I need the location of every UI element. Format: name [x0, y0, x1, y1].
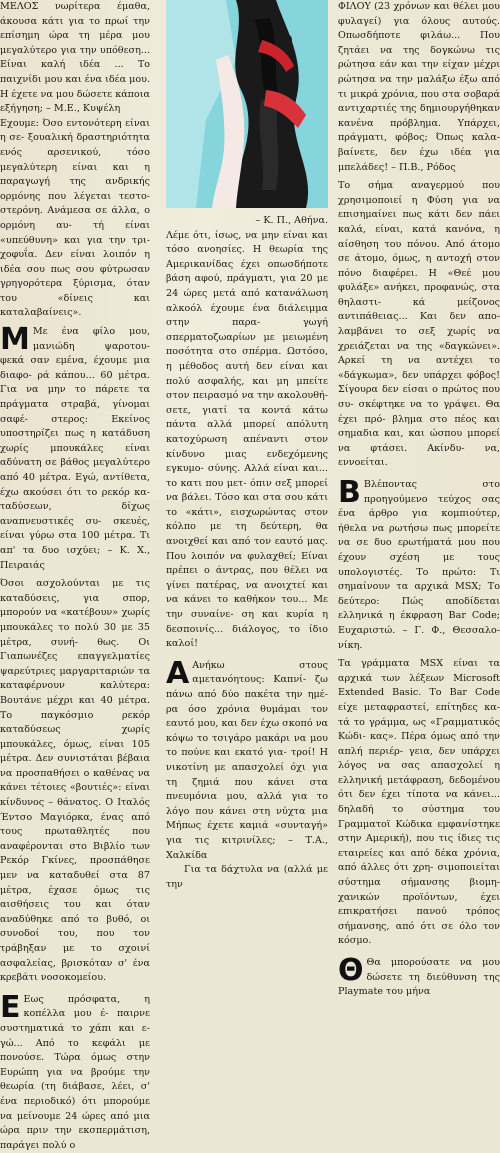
text-line: κατάδυση χωρίς μπουκάλες είναι αδύνατη — [0, 428, 150, 469]
text-line: Σίγουρα δεν είσαι ο πρώτος που συ- — [338, 384, 500, 411]
text-line: ποσότητα στο σπέρμα. Ωστόσο, η μέθοδος — [166, 346, 328, 372]
text-line: ρώτησα εάν και την είχαν μέχρι — [338, 59, 500, 71]
signature: – Κ. Π., Αθήνα. — [255, 215, 328, 226]
column-left — [0, 0, 150, 1153]
text-line: με τη δεύτερη, θα ανοιχθεί και από τον — [166, 521, 328, 548]
text-line: βαίνετε, δεν έχω ιδέα για μπελάδες! — [338, 146, 500, 173]
text-line: Bar Code; Ευχαριστώ. – Γ. Φ., Θεσσαλο- — [338, 610, 500, 636]
text-line: αντοχή στον πόνο διαφέρει. Η «Θεέ μου — [338, 253, 500, 279]
text-line: το πρωί την επίσημη ώρα τη μέρα μου — [0, 15, 150, 42]
letter-question — [0, 0, 150, 117]
text-line: χρόνια, που στα σοβαρά αντιχαρτιές — [338, 88, 500, 115]
text-line: κάνει το καθήκον του... Με την συναίνε- — [166, 594, 328, 621]
text-line: το ίδιο καλοί! — [166, 623, 328, 650]
text-line: Μαγιόρκα, ένας από τους πρωταθλητές — [0, 811, 150, 838]
column-right — [338, 0, 500, 1000]
text-line: του και όταν αναδύθηκε από το βυθό, — [0, 899, 150, 925]
drop-cap: Β — [338, 475, 361, 510]
text-line: στερος: Εκείνος υποστηρίζει πως η — [0, 413, 150, 440]
text-line: λέξεων Microsoft Extended Basic. Το — [338, 672, 500, 699]
text-line: για όλους αυτούς. Οπωσδήποτε — [338, 15, 500, 42]
text-line: οι συνοδοί του, που τον τράβηξαν με το — [0, 913, 150, 954]
text-line: του «δίνεις και καταλαβαίνεις». — [0, 292, 150, 319]
text-line: ρώτησα να την μαλάξω έξω από τι μικρά — [338, 73, 500, 100]
text-line: για το λόγο που κάνει στη νύχτα μια — [166, 791, 329, 817]
answer-text: Για τα δάχτυλα να (αλλά με την — [166, 864, 328, 890]
text-line: ση και κυρία η δεσποινίς... διάλογος, — [166, 609, 329, 635]
text-line: Τώρα όμως στην Ευρώπη — [0, 1052, 150, 1078]
text-line: ώσπου μπορεί να φτάσει. Ακίνδυ- — [338, 428, 500, 454]
text-line: στερόνη. Ανάμεσα σε άλλα, ο ορμόνη αυ- — [0, 205, 150, 231]
text-line: της δημιουργήθηκαν κανένα πρόβλημα. — [338, 103, 500, 129]
text-line: μείνουμε 24 ώρες από μια ώρα πριν την — [0, 1110, 150, 1137]
text-line: μπουκάλες, όμως, είναι 105 μέτρα. Δεν — [0, 738, 150, 765]
text-line: πάρετε τα πράγματα στραβά, γίνομαι σαφέ- — [0, 384, 150, 425]
text-line: όλο τον κόσμο. — [338, 920, 500, 947]
letter-question-diving — [0, 322, 150, 573]
text-line: η ελληνική μετάφραση, δεδομένου ότι δεν — [338, 760, 500, 801]
text-line: Αμερική), που τις ίδιες τις εταιρείες — [338, 833, 500, 859]
text-line: σκέφτηκε να το γράψει. Θα έχει πρό- — [338, 399, 500, 425]
text-line: νίκη. — [338, 639, 363, 651]
text-line: Εχουμε: Όσο εντονότερη είναι η σε- — [0, 117, 150, 144]
text-line: μη μπείτε στον πειρασμό να την ακολουθή- — [166, 375, 328, 402]
text-line: και από δέκα χρόνια, από άλλες ότι χρη- — [338, 847, 500, 874]
text-line: Γκίνες, προσπάθησε μεν να καταδυθεί — [0, 855, 150, 882]
text-line: που αναφέρονται στο Βιβλίο των Ρεκόρ — [0, 826, 150, 867]
text-line: αντίθετα, έχω ακούσει ότι το ρεκόρ κα- — [0, 472, 150, 498]
letter-question-msx — [338, 475, 500, 653]
text-line: να, εννοείται. — [338, 442, 500, 469]
text-line: ιδέα μου. Η έχετε να μου δώσετε κάποια — [0, 73, 150, 100]
text-line: ψαρεύτριες μαργαριταριών τα καταφέρνουν — [0, 665, 150, 692]
text-line: για σπορ, μπορούν να «κατέβουν» χωρίς — [0, 592, 150, 619]
text-line: της «δαγκώνει». Αρκεί τη να αντέχει — [338, 340, 500, 367]
text-line: παιρνε συστηματικά το χάπι και ε- — [0, 1008, 150, 1034]
text-line: σκευές, είναι γύρω στα 100 μέτρα. Τι απ' — [0, 515, 150, 556]
text-line: αυτή δεν είναι και πολύ ασφαλής, και — [166, 360, 329, 387]
text-line: καλύτερα: Βουτάνε μέχρι και 40 μέτρα. — [0, 680, 150, 706]
text-line: του Γραμματοϊ Κώδικα εμφανίστηκε στην — [338, 804, 500, 845]
text-line: έχει τίποτα να κάνει... δηλαδή το σύστημα — [338, 789, 500, 816]
text-line: κίνδυνος – θάνατος. Ο Ιταλός Έντσο — [0, 797, 150, 823]
text-line: μακάρι να μου το πούνε και εκατό για- — [166, 732, 328, 759]
text-line: σχέση με τους υπολογιστές. Το πρώτο: — [338, 551, 500, 578]
text-line: ρά κάπου... 60 μέτρα. Για να μην το — [0, 369, 150, 396]
text-line: Το παγκόσμιο ρεκόρ καταδύσεως χωρίς — [0, 709, 150, 736]
text-line: γεια, δεν υπάρχει λόγος να σας απασχολεί — [338, 745, 500, 772]
text-line: ΦΙΛΟΥ (23 χρόνων και θέλει μου φυλαγεί) — [338, 1, 500, 27]
text-line: φυλάξε» ανήκει, προφανώς, στα θηλαστι- — [338, 282, 500, 308]
text-line: ήθελα να ρωτήσω πως μπορείτε να — [338, 522, 500, 549]
text-line: Τα γράμματα MSX είναι τα αρχικά των — [338, 658, 500, 684]
text-line: Ανήκω στους αμετανόητους: Καπνί- — [192, 659, 328, 686]
text-line: για 20 με 24 ώρες μετά από κατανάλωση — [166, 273, 328, 299]
drop-cap: Θ — [338, 953, 364, 988]
drop-cap: Ε — [0, 989, 21, 1025]
text-line: τα δυο ισχύει; – Κ. Χ., Πειραιάς — [0, 544, 150, 571]
text-line: στα 87 μέτρα, έχασε όμως τις αισθήσεις — [0, 870, 151, 911]
text-line: λαμβάνει το σεξ χωρίς να χρειάζεται να — [338, 326, 500, 352]
text-line: Λέμε ότι, ίσως, να μην είναι και τόσο — [166, 229, 328, 256]
text-line: κας». Πέρα όμως από την απλή περιέρ- — [338, 731, 500, 757]
text-line: διεύθυνση της Playmate του μήνα — [338, 971, 500, 998]
text-line: εξήγηση; – Μ.Ε., Κυψέλη — [0, 103, 121, 115]
text-line: μεγαλύτερο για την υπόθεση... Είναι — [0, 44, 150, 71]
text-line: φιλάω... Που ζητάει να της δογκώνω τις — [338, 30, 500, 56]
text-line: ξουαλική δραστηριότητα ενός αρσενικού, — [0, 132, 151, 158]
text-line: σιμοποιείται σύστημα σήμανσης βιομη- — [338, 862, 500, 889]
text-line: Bar Code είχε μεταφραστεί, επίτηδες κα- — [338, 687, 500, 713]
text-line: σετε, γιατί τα κοντά κάτω πάντα — [166, 404, 328, 431]
text-line: χοφυΐα. Δεν είναι λοιπόν η ιδέα σου πως — [0, 249, 150, 275]
column-middle — [166, 214, 328, 892]
answer-text — [338, 179, 500, 471]
text-line: ΜΕΛΟΣ νωρίτερα έμαθα, άκουσα κάτι για — [0, 1, 150, 27]
text-line: αλκοόλ έχουμε ένα διάλειμμα στην παρα- — [166, 302, 328, 329]
text-line: της ανδρικής ορμόνης που λέγεται τεστο- — [0, 176, 150, 202]
text-line: αλλά μπορεί απόλυτη κατοχύρωση απέναντι — [166, 419, 328, 445]
text-line: καλή ιδέα ... Το παιχνίδι μου και ένα — [0, 59, 151, 85]
text-line: σε βάθος μεγαλύτερο από 40 μέτρα. Εγώ, — [0, 457, 150, 483]
text-line: Με ένα φίλο μου, μανιώδη ψαροτου- — [32, 326, 150, 352]
text-line: τά το γράμμα, ως «Γραμματικός Κώδι- — [338, 716, 500, 743]
text-line: Το σήμα αναγερμού που χρησιμοποιεί — [338, 180, 500, 206]
answer-text — [0, 117, 150, 321]
text-line: γώ... Από το κεφάλι με πονούσε. — [0, 1037, 150, 1064]
text-line: μπουκάλες το πολύ 30 με 35 μέτρα, συνή- — [0, 621, 150, 648]
illustration — [166, 0, 328, 208]
text-line: νοσοκομείου. — [40, 972, 107, 984]
text-line: Εως πρόσφατα, η κοπέλλα μου έ- — [23, 993, 150, 1020]
text-line: για να βρούμε την θεωρία (τη διάβασε, — [0, 1066, 150, 1093]
text-line: κά μείζονος αντιπάθειας... Και δεν απο- — [338, 296, 500, 323]
text-line: τή είναι «υπεύθυνη» και για την τρι- — [0, 219, 150, 246]
text-line: Πώς αποδίδεται ελληνικά η έκφραση — [338, 595, 500, 622]
letter-question-smoking — [166, 655, 329, 863]
text-line: έχει οπωσδήποτε βάση αφού, πράγματι, — [166, 258, 328, 285]
text-line: στον κίνδυνο μιας ενδεχόμενης εγκυμο- — [166, 433, 328, 475]
answer-text — [166, 229, 328, 652]
answer-text — [338, 657, 500, 949]
text-line: ταδύσεων, δίχως αναπνευστικές συ- — [0, 501, 150, 527]
text-line: τόσο μεγαλύτερη είναι και η παραγωγή — [0, 146, 150, 188]
text-line: φεκά σαν εμένα, έχουμε μια διαφο- — [0, 355, 150, 381]
text-line: συνιστάται βέβαια να προσπαθήσει ο — [0, 753, 150, 779]
text-line: να γίνει πατέρας, να ανοιχτεί και να — [166, 565, 328, 606]
text-line: χανικών προϊόντων, έχει επικρατήσει — [338, 891, 500, 918]
letter-question-pill — [0, 989, 150, 1153]
text-line: του πόνου. Από άτομο σε άτομο, όμως, η — [338, 238, 500, 265]
text-line: τροί! Η νικοτίνη με απασχολεί όχι για τη — [166, 747, 328, 788]
text-line: Θα μπορούσατε να μου δώσετε τη — [366, 957, 500, 983]
text-line: γωγή σπερματοζωαρίων με μειωμένη — [166, 317, 328, 343]
text-line: και δεν έχω σκοπό να κόψω το τσιγάρο — [166, 718, 328, 744]
text-line: Τι σημαίνουν τα αρχικά MSX; Το δεύτερο: — [338, 566, 500, 607]
text-line: εκσπερμάτιση, παράγει πολύ ο — [0, 1125, 150, 1151]
text-line: Μήπως έχετε καμιά «συνταγή» για τις — [166, 820, 328, 846]
text-line: σε δυο ερωτήματά μου που έχουν — [338, 537, 500, 563]
text-line: πανού τρόπος σήμανσης, από ότι σε — [338, 906, 500, 932]
drop-cap: Α — [166, 655, 190, 691]
text-line: Όσοι ασχολούνται με τις καταδύσεις, — [0, 578, 150, 604]
text-line: – Π.Β., Ρόδος — [391, 161, 456, 173]
text-line: σας ένα άρθρο για κομπιούτερ, — [338, 493, 500, 520]
text-line: ζω πάνω από δύο πακέτα την ημέ- — [166, 674, 328, 700]
answer-text — [0, 577, 150, 986]
text-line: λέει, σ' ένα περιοδικό) ότι μπορούμε να — [0, 1081, 150, 1122]
text-line: η Φύση για να επισημαίνει πως κάτι δεν — [338, 194, 500, 221]
text-line: Είναι πρέπει ο άντρας, που θέλει — [166, 550, 328, 577]
text-line: σύνης. Αλλά είναι και... το κατι που μετ- — [166, 463, 328, 489]
text-line: κιτρινίλες; – Τ.Α., Χαλκίδα — [166, 834, 329, 861]
text-line: ρα όσο χρόνια θυμάμαι τον εαυτό μου, — [166, 703, 328, 730]
text-line: το «δάγκωμα», δεν υπάρχει φόβος! — [338, 355, 500, 381]
text-line: εαυτό μας. Που λοιπόν να φυλαχθεί; — [166, 536, 328, 562]
text-line: σχοινί ασφαλείας, βρισκόταν σ' ένα κρεβάτι — [0, 943, 150, 984]
text-line: Βλέποντας στο προηγούμενο τεύχος — [363, 479, 500, 505]
text-line: σου φύτρωσαν γρηγορότερα ξύρισμα, όταν — [0, 263, 150, 290]
text-line: ζημιά που κάνει στα πνευμόνια μου, αλλά — [166, 776, 329, 803]
drop-cap: Μ — [0, 322, 30, 358]
text-line: καθένας να κάνει τέτοιες «βουτιές»: είναι — [0, 767, 150, 794]
letter-question-playmate — [338, 953, 500, 1000]
letter-question — [338, 0, 500, 175]
text-line: Υπάρχει, πράγματι, φόβος; Όπως καλα- — [338, 117, 500, 144]
illustration-figure — [166, 0, 328, 208]
text-line: πάει καλά, είναι, κατά κανόνα, η αίσθηση — [338, 209, 500, 250]
text-line: βλημα στο πέος και σημαδια και, και — [338, 413, 500, 440]
text-line: θως. Οι Γιαπωνέζες επαγγελματίες — [0, 636, 151, 663]
text-line: ανοησίες. Η θεωρία της Αμερικανίδας — [166, 244, 328, 270]
text-line: όπιν σεξ μπορεί να βάλει. Τόσο και στα — [166, 477, 328, 504]
text-line: σου κάτι το «κάτι», εισχωρώντας στον κόλπο — [166, 492, 328, 533]
